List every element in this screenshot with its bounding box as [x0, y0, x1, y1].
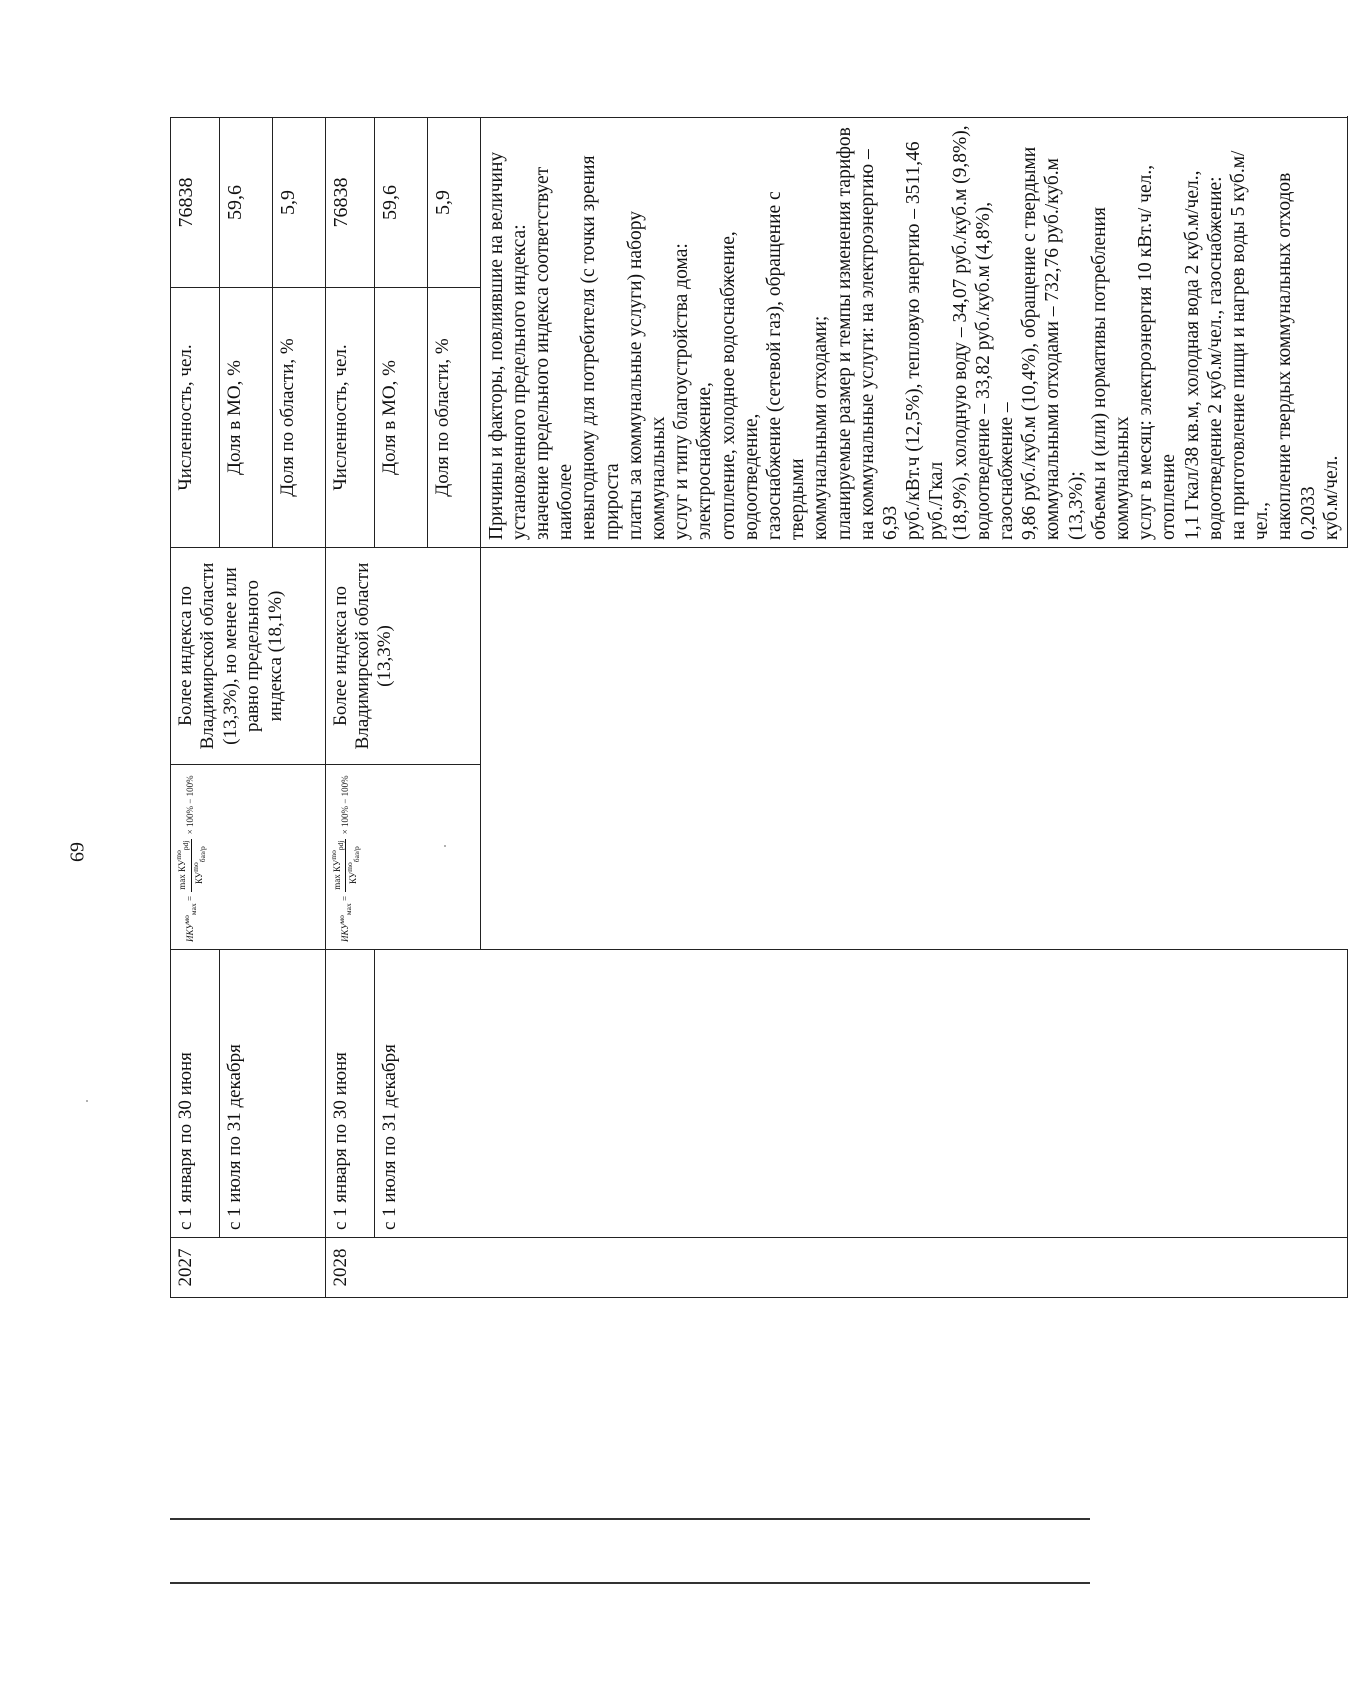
reasons-line: 9,86 руб./куб.м (10,4%), обращение с твердыми [1019, 146, 1041, 540]
index-table [170, 117, 326, 1298]
metric-label: Доля по области, % [273, 288, 326, 548]
metric-value: 76838 [325, 118, 374, 288]
condition-cell: Более индекса по Владимирской области (13,3%), но менее или равно предельного индекса (18,1%) [171, 548, 326, 765]
reasons-line: на приготовление пищи и нагрев воды 5 куб.м/чел., [1228, 150, 1273, 540]
period-cell: с 1 июля по 31 декабря [374, 950, 1348, 1238]
reasons-line: на коммунальные услуги: на электроэнергию – 6,93 [856, 149, 901, 540]
reasons-line: 1,1 Гкал/38 кв.м, холодная вода 2 куб.м/чел., [1181, 170, 1203, 540]
formula-cell [325, 765, 480, 950]
year-cell: 2028 [325, 1238, 1348, 1298]
formula: $ИКУ^{мо}_{мах}$ = $\max КУ^{mo}_{pdj}$ $КУ^{mo}_{баз/р}$ × 100% − 100% [174, 775, 207, 942]
metric-label: Численность, чел. [325, 288, 374, 548]
metric-label: Численность, чел. [171, 288, 220, 548]
reasons-line: водоотведение – 33,82 руб./куб.м (4,8%), газоснабжение – [972, 201, 1017, 540]
reasons-line: услуг в месяц: электроэнергия 10 кВт.ч/ чел., отопление [1135, 164, 1180, 540]
index-table-2028 [325, 118, 1348, 1299]
reasons-line: газоснабжение (сетевой газ), обращение с твердыми [763, 191, 809, 540]
reasons-line: (18,9%), холодную воду – 34,07 руб./куб.м (9,8%), [949, 125, 971, 540]
metric-value: 59,6 [374, 118, 427, 288]
formula-cell [171, 765, 326, 950]
condition-cell: Более индекса по Владимирской области (13,3%) [325, 548, 480, 765]
reasons-line: объемы и (или) нормативы потребления коммунальных [1088, 207, 1133, 540]
period-cell: с 1 января по 30 июня [171, 950, 220, 1238]
scan-speck [86, 1100, 88, 1102]
formula: $ИКУ^{мо}_{мах}$ = $\max КУ^{mo}_{pdj}$ $КУ^{mo}_{баз/р}$ × 100% − 100% [328, 775, 361, 942]
metric-value: 76838 [171, 118, 220, 288]
row-2027-first-half [171, 118, 220, 1298]
metric-value: 59,6 [220, 118, 273, 288]
metric-label: Доля по области, % [427, 288, 480, 548]
metric-label: Доля в МО, % [220, 288, 273, 548]
rotated-table-container [170, 118, 1342, 1298]
reasons-line: коммунальными отходами; [810, 315, 832, 540]
reasons-cell [480, 118, 1348, 548]
reasons-line: накопление твердых коммунальных отходов 0,2033 [1274, 172, 1319, 540]
reasons-line: платы за коммунальные услуги) набору коммунальных [624, 211, 669, 540]
reasons-line: невыгодному для потребителя (с точки зрения прироста [578, 155, 623, 540]
reasons-line: значение предельного индекса соответствует наиболее [531, 166, 577, 540]
row-2028-first-half [325, 118, 374, 1298]
metric-value: 5,9 [427, 118, 480, 288]
metric-label: Доля в МО, % [374, 288, 427, 548]
reasons-line: куб.м/чел. [1320, 455, 1342, 540]
reasons-line: услуг и типу благоустройства дома: электроснабжение, [671, 243, 716, 540]
reasons-line: установленного предельного индекса: [508, 224, 530, 540]
year-cell: 2027 [171, 1238, 326, 1298]
reasons-line: Причины и факторы, повлиявшие на величину [485, 151, 507, 540]
reasons-line: коммунальными отходами – 732,76 руб./куб.м (13,3%); [1042, 158, 1087, 540]
period-cell: с 1 июля по 31 декабря [220, 950, 326, 1238]
reasons-line: водоотведение 2 куб.м/чел., газоснабжение: [1204, 176, 1226, 540]
page-number: 69 [66, 842, 89, 862]
table-rule [170, 1518, 1090, 1520]
metric-value: 5,9 [273, 118, 326, 288]
reasons-line: планируемые размер и темпы изменения тарифов [833, 127, 855, 540]
period-cell: с 1 января по 30 июня [325, 950, 374, 1238]
table-rule [170, 1582, 1090, 1584]
reasons-line: руб./кВт.ч (12,5%), тепловую энергию – 3511,46 руб./Гкал [903, 141, 948, 540]
reasons-line: отопление, холодное водоснабжение, водоотведение, [717, 231, 762, 540]
empty-cell [480, 548, 1348, 950]
